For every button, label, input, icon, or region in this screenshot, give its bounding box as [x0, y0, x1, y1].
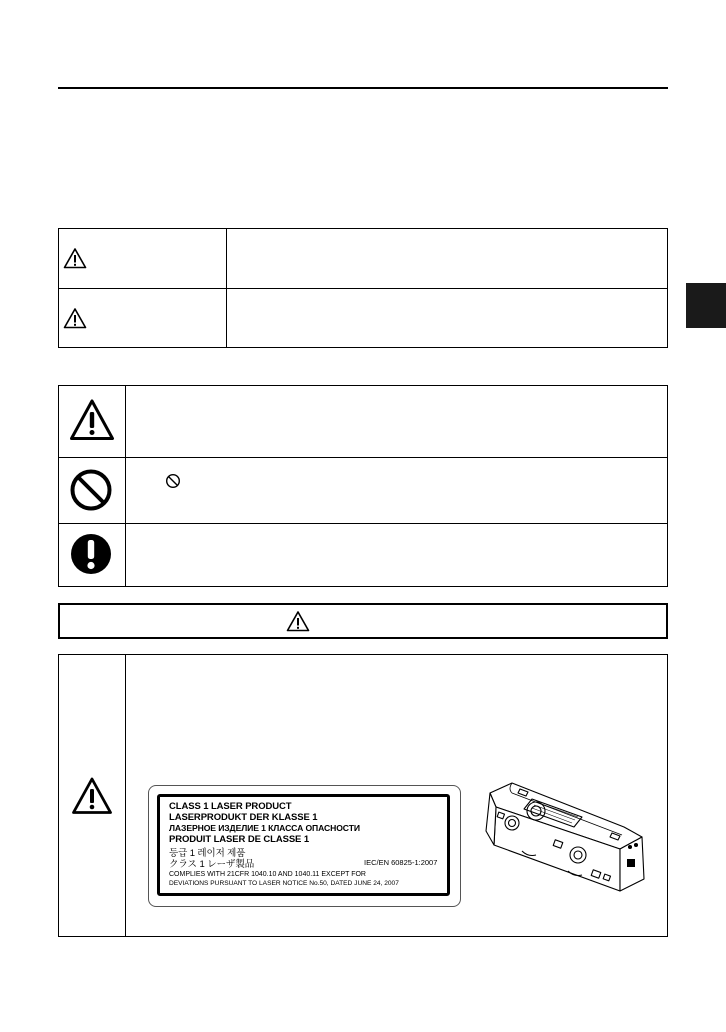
signal-word-row-caution [59, 288, 667, 347]
symbol-cell [59, 524, 126, 587]
prohibited-circle-icon [69, 468, 113, 512]
warning-triangle-icon [286, 610, 310, 632]
laser-icon-cell [59, 655, 126, 936]
signal-word-row-warning [59, 229, 667, 288]
prohibited-circle-icon [165, 473, 181, 489]
device-illustration [472, 779, 652, 899]
laser-label-line-ja: クラス 1 レーザ製品 [169, 859, 255, 870]
laser-label-compliance-1: COMPLIES WITH 21CFR 1040.10 AND 1040.11 EXCEPT FOR [169, 871, 366, 878]
laser-label-border [157, 794, 450, 896]
laser-label [148, 785, 461, 907]
signal-word-table [58, 228, 668, 348]
laser-label-line-de: LASERPRODUKT DER KLASSE 1 [169, 812, 318, 823]
laser-label-line-ko: 등급 1 레이저 제품 [169, 848, 246, 859]
laser-label-compliance-2: DEVIATIONS PURSUANT TO LASER NOTICE No.50, DATED JUNE 24, 2007 [169, 880, 399, 887]
symbol-row-prohibited [59, 457, 667, 523]
caution-heading-box [58, 603, 668, 639]
laser-label-line-ru: ЛАЗЕРНОЕ ИЗДЕЛИЕ 1 КЛАССА ОПАСНОСТИ [169, 823, 360, 833]
symbol-table [58, 385, 668, 587]
laser-label-standard: IEC/EN 60825-1:2007 [364, 858, 438, 867]
mandatory-exclamation-icon [69, 532, 113, 576]
signal-word-cell [59, 289, 227, 347]
symbol-cell [59, 386, 126, 457]
warning-triangle-icon [63, 307, 87, 329]
warning-triangle-icon [63, 247, 87, 269]
laser-label-line-fr: PRODUIT LASER DE CLASSE 1 [169, 834, 310, 845]
header-rule [58, 87, 668, 89]
warning-triangle-icon [69, 398, 115, 442]
laser-label-line-en: CLASS 1 LASER PRODUCT [169, 801, 292, 812]
section-tab [686, 283, 726, 328]
symbol-cell [59, 458, 126, 523]
signal-word-cell [59, 229, 227, 288]
warning-triangle-icon [71, 776, 113, 816]
symbol-row-mandatory [59, 523, 667, 587]
symbol-row-warning [59, 386, 667, 457]
laser-safety-section [58, 654, 668, 937]
